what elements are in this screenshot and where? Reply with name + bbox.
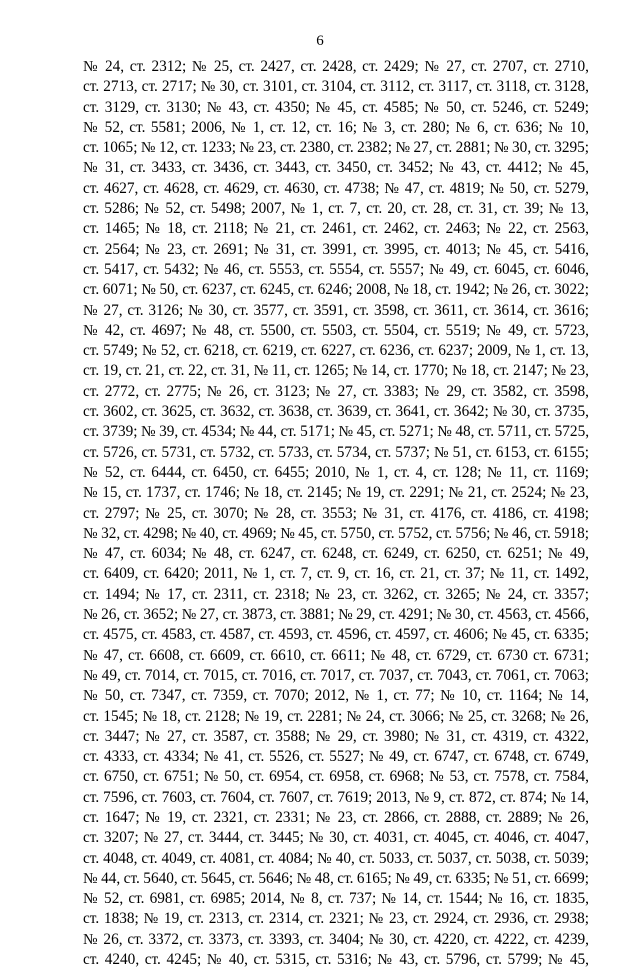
text-line: ст. 1838; № 19, ст. 2313, ст. 2314, ст. 2321; № 23, ст. 2924, ст. 2936, ст. 2938; [83,910,589,928]
text-line: ст. 1065; № 12, ст. 1233; № 23, ст. 2380, ст. 2382; № 27, ст. 2881; № 30, ст. 3295; [83,139,589,157]
text-line: ст. 6750, ст. 6751; № 50, ст. 6954, ст. 6958, ст. 6968; № 53, ст. 7578, ст. 7584, [83,768,589,786]
text-line: ст. 3739; № 39, ст. 4534; № 44, ст. 5171; № 45, ст. 5271; № 48, ст. 5711, ст. 5725, [83,423,589,441]
text-line: № 26, ст. 3372, ст. 3373, ст. 3393, ст. 3404; № 30, ст. 4220, ст. 4222, ст. 4239, [83,930,589,948]
text-line: ст. 1647; № 19, ст. 2321, ст. 2331; № 23, ст. 2866, ст. 2888, ст. 2889; № 26, [83,808,589,826]
text-line: № 52, ст. 6444, ст. 6450, ст. 6455; 2010, № 1, ст. 4, ст. 128; № 11, ст. 1169; [83,463,589,481]
text-line: № 50, ст. 7347, ст. 7359, ст. 7070; 2012, № 1, ст. 77; № 10, ст. 1164; № 14, [83,687,589,705]
text-line: № 47, ст. 6034; № 48, ст. 6247, ст. 6248, ст. 6249, ст. 6250, ст. 6251; № 49, [83,545,589,563]
text-line: ст. 1545; № 18, ст. 2128; № 19, ст. 2281; № 24, ст. 3066; № 25, ст. 3268; № 26, [83,707,589,725]
text-line: № 31, ст. 3433, ст. 3436, ст. 3443, ст. 3450, ст. 3452; № 43, ст. 4412; № 45, [83,159,589,177]
text-line: ст. 4575, ст. 4583, ст. 4587, ст. 4593, ст. 4596, ст. 4597, ст. 4606; № 45, ст. 6335; [83,626,589,644]
text-line: № 27, ст. 3126; № 30, ст. 3577, ст. 3591, ст. 3598, ст. 3611, ст. 3614, ст. 3616; [83,301,589,319]
text-line: № 44, ст. 5640, ст. 5645, ст. 5646; № 48, ст. 6165; № 49, ст. 6335; № 51, ст. 6699; [83,869,589,887]
text-line: № 26, ст. 3652; № 27, ст. 3873, ст. 3881; № 29, ст. 4291; № 30, ст. 4563, ст. 4566, [83,606,589,624]
text-line: № 49, ст. 7014, ст. 7015, ст. 7016, ст. 7017, ст. 7037, ст. 7043, ст. 7061, ст. 7063; [83,666,589,684]
text-line: № 42, ст. 4697; № 48, ст. 5500, ст. 5503, ст. 5504, ст. 5519; № 49, ст. 5723, [83,321,589,339]
text-line: ст. 3129, ст. 3130; № 43, ст. 4350; № 45, ст. 4585; № 50, ст. 5246, ст. 5249; [83,98,589,116]
text-line: ст. 1494; № 17, ст. 2311, ст. 2318; № 23, ст. 3262, ст. 3265; № 24, ст. 3357; [83,585,589,603]
text-line: ст. 2713, ст. 2717; № 30, ст. 3101, ст. 3104, ст. 3112, ст. 3117, ст. 3118, ст. 3128, [83,78,589,96]
text-line: ст. 6409, ст. 6420; 2011, № 1, ст. 7, ст. 9, ст. 16, ст. 21, ст. 37; № 11, ст. 1492, [83,565,589,583]
text-line: ст. 7596, ст. 7603, ст. 7604, ст. 7607, ст. 7619; 2013, № 9, ст. 872, ст. 874; № 14, [83,788,589,806]
text-line: ст. 3207; № 27, ст. 3444, ст. 3445; № 30, ст. 4031, ст. 4045, ст. 4046, ст. 4047, [83,829,589,847]
page-number: 6 [316,33,324,49]
text-line: ст. 2564; № 23, ст. 2691; № 31, ст. 3991, ст. 3995, ст. 4013; № 45, ст. 5416, [83,240,589,258]
text-line: ст. 3447; № 27, ст. 3587, ст. 3588; № 29, ст. 3980; № 31, ст. 4319, ст. 4322, [83,727,589,745]
text-line: ст. 2797; № 25, ст. 3070; № 28, ст. 3553; № 31, ст. 4176, ст. 4186, ст. 4198; [83,504,589,522]
text-line: № 24, ст. 2312; № 25, ст. 2427, ст. 2428, ст. 2429; № 27, ст. 2707, ст. 2710, [83,58,589,75]
text-line: ст. 4240, ст. 4245; № 40, ст. 5315, ст. 5316; № 43, ст. 5796, ст. 5799; № 45, [83,951,589,969]
text-line: ст. 4627, ст. 4628, ст. 4629, ст. 4630, ст. 4738; № 47, ст. 4819; № 50, ст. 5279, [83,179,589,197]
document-body [83,57,589,970]
text-line: ст. 4048, ст. 4049, ст. 4081, ст. 4084; № 40, ст. 5033, ст. 5037, ст. 5038, ст. 5039; [83,849,589,867]
text-line: ст. 5417, ст. 5432; № 46, ст. 5553, ст. 5554, ст. 5557; № 49, ст. 6045, ст. 6046, [83,260,589,278]
text-line: № 47, ст. 6608, ст. 6609, ст. 6610, ст. 6611; № 48, ст. 6729, ст. 6730 ст. 6731; [83,646,589,664]
text-line: ст. 5286; № 52, ст. 5498; 2007, № 1, ст. 7, ст. 20, ст. 28, ст. 31, ст. 39; № 13, [83,200,589,218]
text-line: № 15, ст. 1737, ст. 1746; № 18, ст. 2145; № 19, ст. 2291; № 21, ст. 2524; № 23, [83,484,589,502]
text-line: № 52, ст. 6981, ст. 6985; 2014, № 8, ст. 737; № 14, ст. 1544; № 16, ст. 1835, [83,890,589,908]
text-line: ст. 1465; № 18, ст. 2118; № 21, ст. 2461, ст. 2462, ст. 2463; № 22, ст. 2563, [83,220,589,238]
text-line: № 52, ст. 5581; 2006, № 1, ст. 12, ст. 16; № 3, ст. 280; № 6, ст. 636; № 10, [83,118,589,136]
text-line: ст. 19, ст. 21, ст. 22, ст. 31, № 11, ст. 1265; № 14, ст. 1770; № 18, ст. 2147; № 23, [83,362,589,380]
text-line: ст. 4333, ст. 4334; № 41, ст. 5526, ст. 5527; № 49, ст. 6747, ст. 6748, ст. 6749, [83,748,589,766]
text-line: ст. 6071; № 50, ст. 6237, ст. 6245, ст. 6246; 2008, № 18, ст. 1942; № 26, ст. 3022; [83,281,589,299]
text-line: № 32, ст. 4298; № 40, ст. 4969; № 45, ст. 5750, ст. 5752, ст. 5756; № 46, ст. 5918; [83,524,589,542]
text-line: ст. 5726, ст. 5731, ст. 5732, ст. 5733, ст. 5734, ст. 5737; № 51, ст. 6153, ст. 6155; [83,443,589,461]
text-line: ст. 2772, ст. 2775; № 26, ст. 3123; № 27, ст. 3383; № 29, ст. 3582, ст. 3598, [83,382,589,400]
text-line: ст. 5749; № 52, ст. 6218, ст. 6219, ст. 6227, ст. 6236, ст. 6237; 2009, № 1, ст. 13, [83,342,589,360]
text-line: ст. 3602, ст. 3625, ст. 3632, ст. 3638, ст. 3639, ст. 3641, ст. 3642; № 30, ст. 3735, [83,403,589,421]
